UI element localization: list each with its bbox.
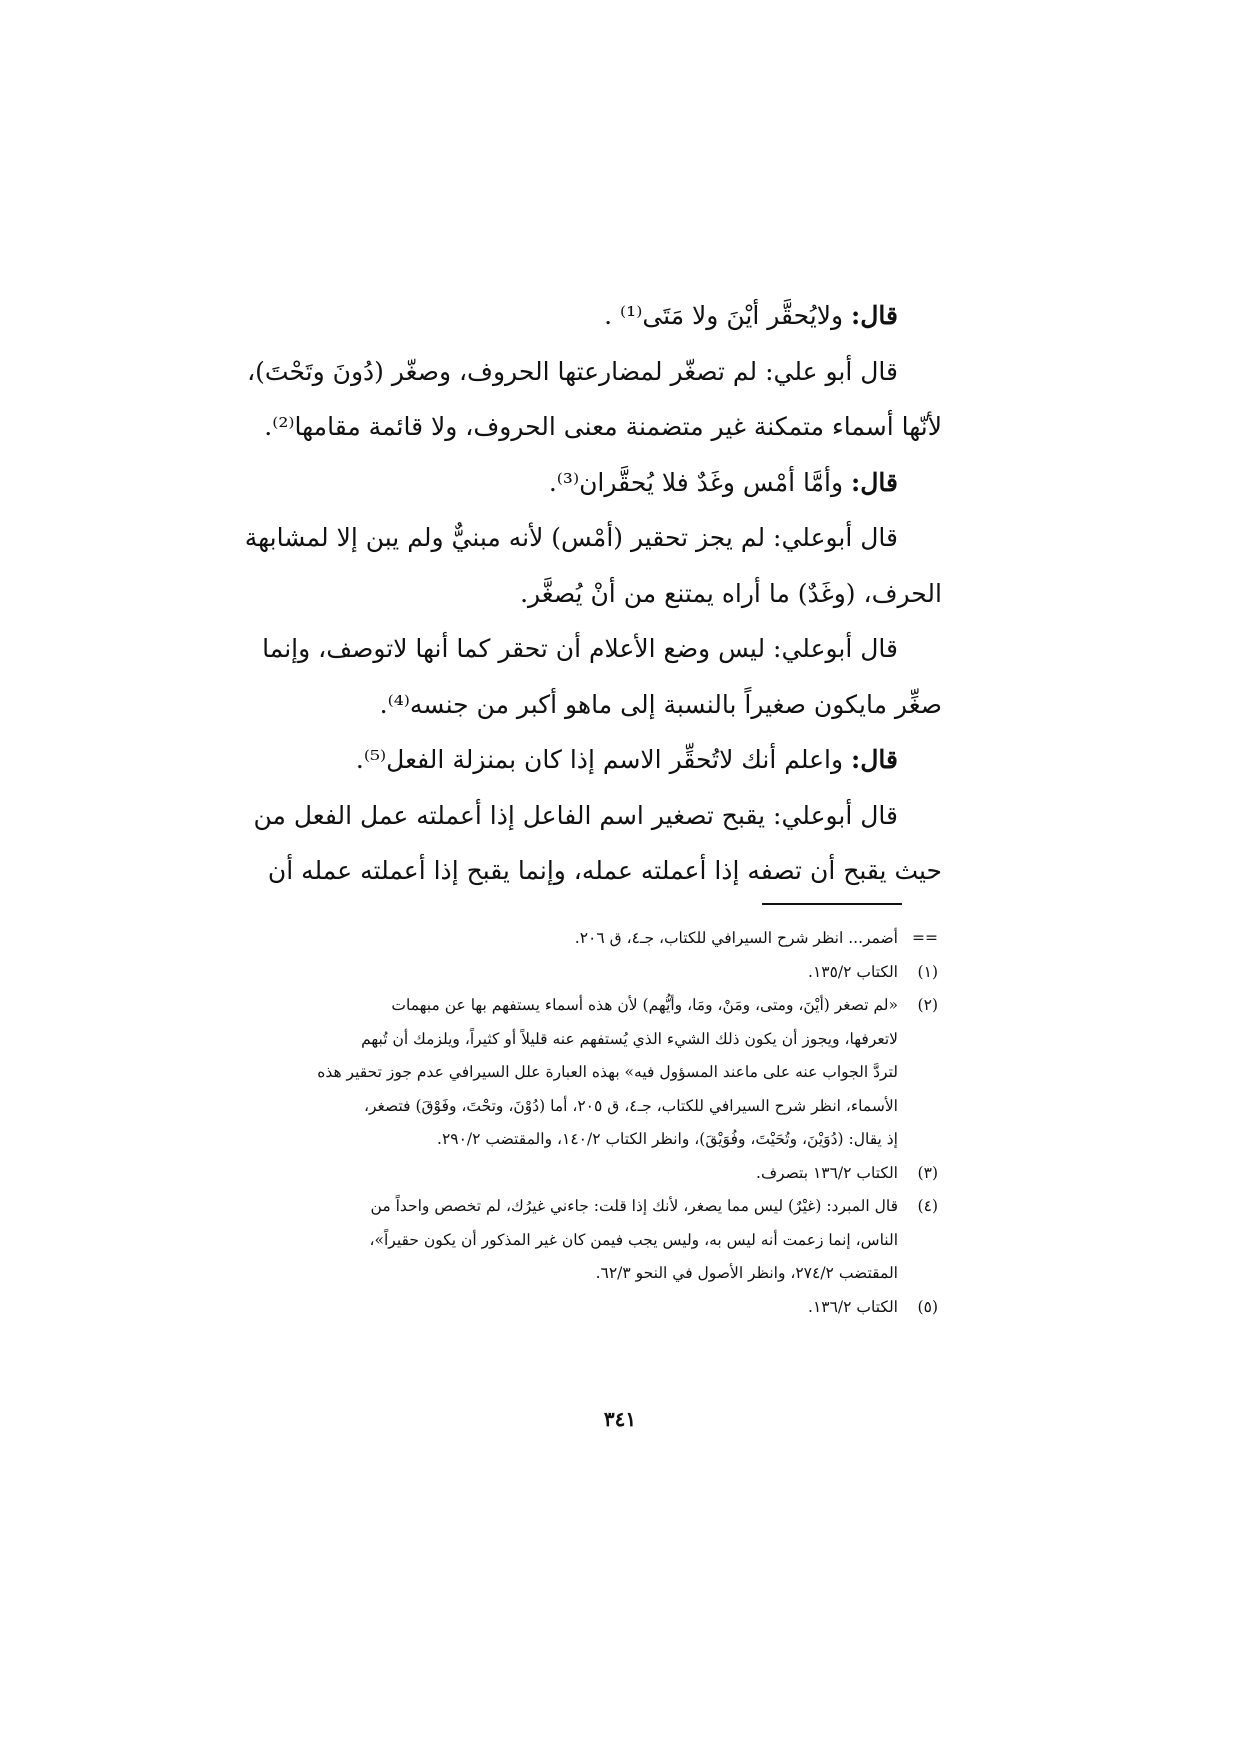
- footnote-line: الكتاب ١٣٦/٢ بتصرف.: [756, 1163, 898, 1182]
- footnote-1: [268, 956, 938, 990]
- footnote-body: [268, 956, 898, 990]
- footnote-divider: [762, 903, 902, 905]
- line-text: ولايُحقَّر أيْنَ ولا مَتَى⁽¹⁾ .: [604, 301, 852, 330]
- footnote-body: [268, 989, 898, 1157]
- footnote-line: «لم تصغر (أيْنَ، ومتى، ومَنْ، ومَا، وأيُّهم) لأن هذه أسماء يستفهم بها عن مبهمات: [391, 996, 898, 1014]
- page-number: ٣٤١: [603, 1407, 637, 1431]
- text-line: حيث يقبح أن تصفه إذا أعملته عمله، وإنما يقبح إذا أعملته عمله أن: [267, 856, 942, 885]
- footnote-body: [268, 922, 898, 956]
- footnote-line: قال المبرد: (غيْرٌ) ليس مما يصغر، لأنك إذا قلت: جاءني غيرُك، لم تخصص واحداً من: [370, 1197, 898, 1215]
- text-line: قال أبوعلي: لم يجز تحقير (أمْس) لأنه مبنيٌّ ولم يبن إلا لمشابهة: [244, 523, 898, 552]
- footnote-line: أضمر... انظر شرح السيرافي للكتاب، جـ٤، ق ٢٠٦.: [574, 929, 898, 947]
- text-line: [272, 455, 942, 511]
- footnote-body: [268, 1291, 898, 1325]
- text-line: قال أبوعلي: يقبح تصغير اسم الفاعل إذا أعملته عمل الفعل من: [253, 800, 898, 830]
- text-line: [272, 288, 942, 344]
- footnote-continuation: [268, 922, 938, 956]
- footnote-marker: (٤): [917, 1197, 938, 1215]
- footnote-marker: (٢): [917, 996, 938, 1014]
- footnote-2: [268, 989, 938, 1157]
- main-text: [244, 288, 942, 899]
- footnote-line: المقتضب ٢٧٤/٢، وانظر الأصول في النحو ٦٢/٣.: [595, 1264, 898, 1282]
- qala-label: قال:: [851, 301, 898, 330]
- text-line: قال أبوعلي: ليس وضع الأعلام أن تحقر كما أنها لاتوصف، وإنما: [262, 634, 898, 663]
- text-line: صغِّر مايكون صغيراً بالنسبة إلى ماهو أكبر من جنسه⁽⁴⁾.: [379, 689, 942, 719]
- qala-label: قال:: [851, 745, 898, 774]
- footnote-line: لاتعرفها، ويجوز أن يكون ذلك الشيء الذي يُستفهم عنه قليلاً أو كثيراً، ويلزمك أن تُبهم: [361, 1029, 898, 1048]
- line-text: وأمَّا أمْس وغَدٌ فلا يُحقَّران⁽³⁾.: [548, 467, 852, 497]
- footnote-marker: ==: [912, 929, 938, 947]
- footnote-body: [268, 1157, 898, 1191]
- footnote-marker: (٣): [917, 1163, 938, 1182]
- footnote-line: إذ يقال: (دُوَيْنَ، وتُحَيْتَ، وفُوَيْقَ)، وانظر الكتاب ١٤٠/٢، والمقتضب ٢٩٠/٢.: [437, 1130, 898, 1148]
- line-text: واعلم أنك لاتُحقِّر الاسم إذا كان بمنزلة الفعل⁽⁵⁾.: [355, 745, 852, 774]
- text-line: [272, 732, 942, 788]
- footnote-marker: (٥): [917, 1297, 938, 1316]
- footnote-3: [268, 1157, 938, 1191]
- text-line: الحرف، (وغَدٌ) ما أراه يمتنع من أنْ يُصغَّر.: [520, 578, 942, 608]
- footnote-line: الأسماء، انظر شرح السيرافي للكتاب، جـ٤، ق ٢٠٥، أما (دُوْنَ، وتحْتَ، وفَوْقَ) فتصغر،: [364, 1096, 898, 1115]
- text-line: قال أبو علي: لم تصغّر لمضارعتها الحروف، وصغّر (دُونَ وتَحْتَ)،: [247, 356, 898, 386]
- footnote-line: الكتاب ١٣٥/٢.: [808, 962, 898, 981]
- footnote-line: لتردَّ الجواب عنه على ماعند المسؤول فيه» بهذه العبارة علل السيرافي عدم جوز تحقير هذه: [317, 1063, 898, 1081]
- text-line: لأنّها أسماء متمكنة غير متضمنة معنى الحروف، ولا قائمة مقامها⁽²⁾.: [264, 412, 942, 441]
- footnote-marker: (١): [917, 962, 938, 981]
- qala-label: قال:: [851, 467, 898, 497]
- footnote-5: [268, 1291, 938, 1325]
- footnote-line: الكتاب ١٣٦/٢.: [808, 1297, 898, 1316]
- footnotes: [268, 922, 938, 1324]
- footnote-line: الناس، إنما زعمت أنه ليس به، وليس يجب فيمن كان غير المذكور أن يكون حقيراً»،: [369, 1230, 898, 1249]
- footnote-body: [268, 1190, 898, 1291]
- footnote-4: [268, 1190, 938, 1291]
